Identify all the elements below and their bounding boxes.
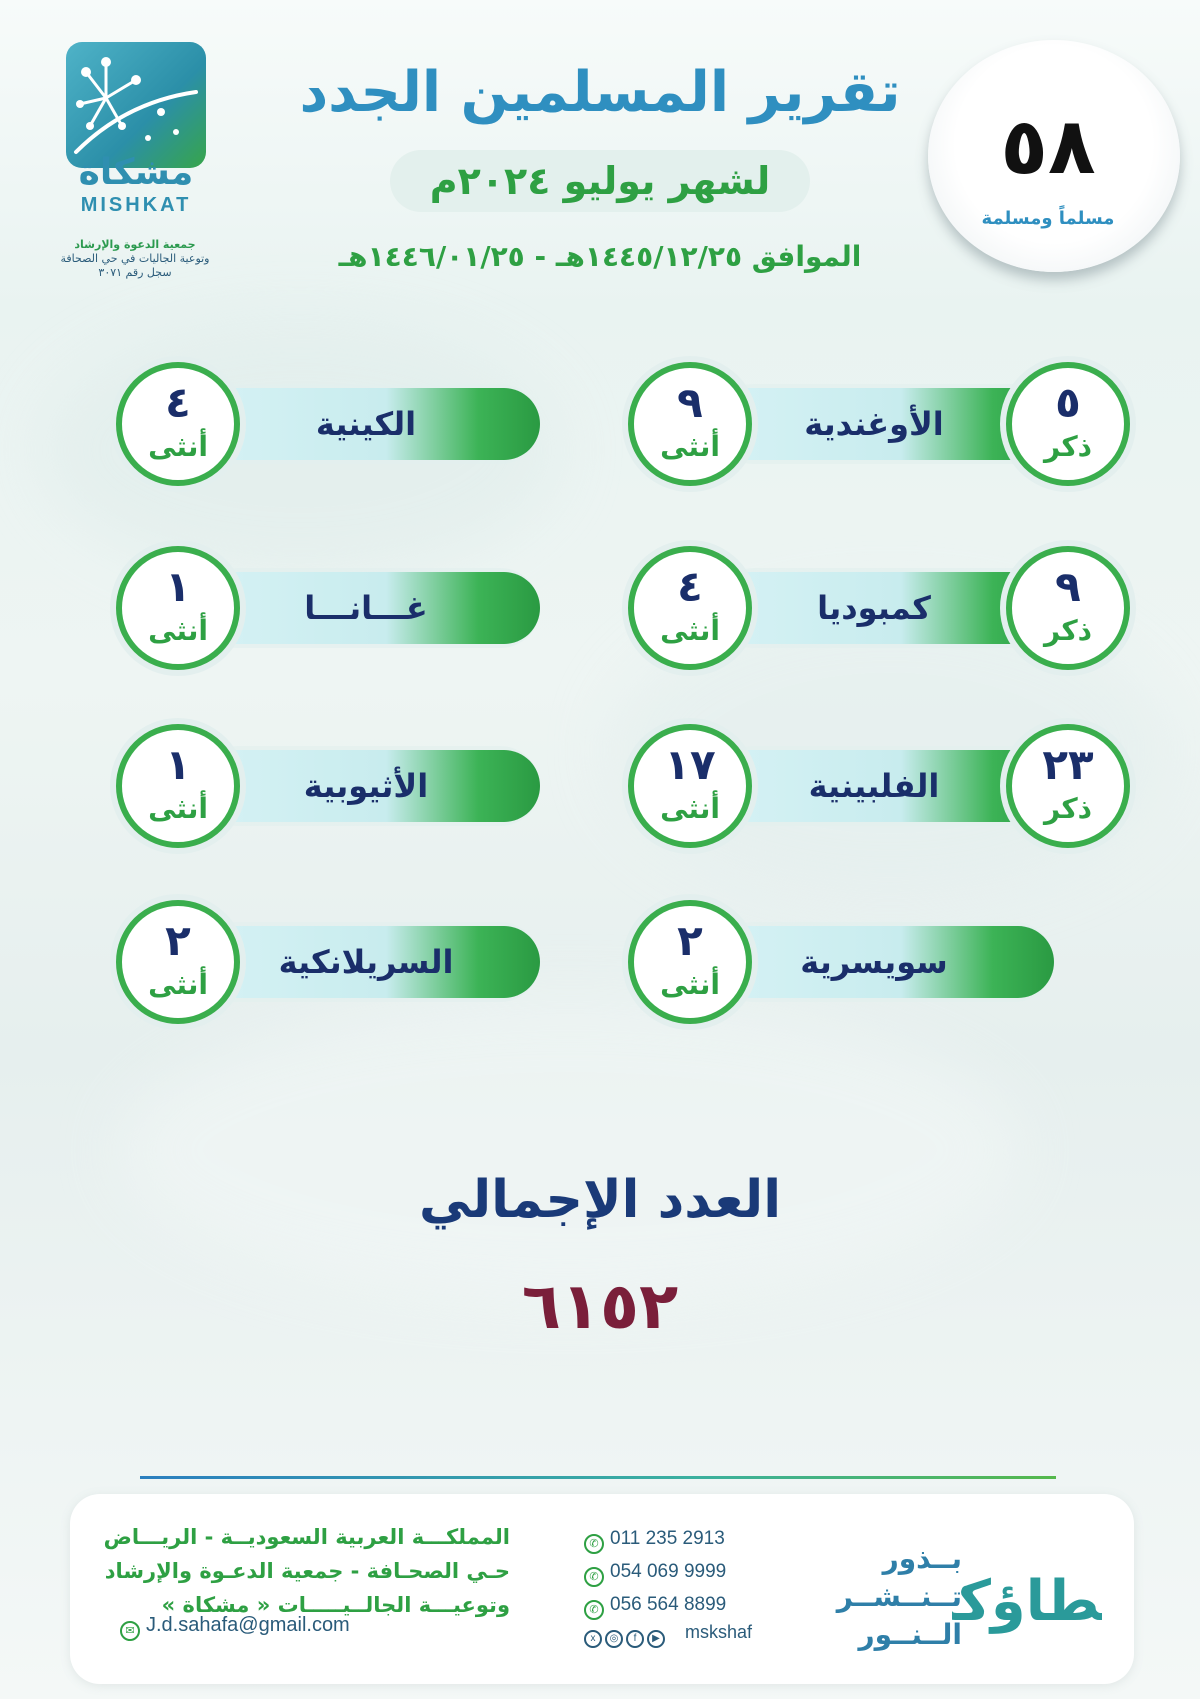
brand-calligraphy: طاؤك [958,1569,1102,1634]
country-card-ethiopia [116,724,568,848]
phone-icon: ✆ [584,1600,604,1620]
male-count-circle [1006,724,1130,848]
footer-address [90,1520,510,1622]
male-count: ٩ [1055,562,1081,611]
phone-item[interactable] [584,1588,784,1621]
logo-sub-line: وتوعية الجاليات في حي الصحافة [60,252,210,265]
female-count: ٤ [165,378,191,427]
slogan-line: الــنــور [858,1618,962,1651]
male-label: ذكر [1043,792,1093,825]
country-card-switzerland [660,900,1126,1024]
female-count-circle [116,546,240,670]
female-label: أنثى [660,430,720,463]
ataakom-calligraphy-logo [952,1500,1102,1670]
logo-emblem [66,42,206,168]
female-count: ٤ [677,562,703,611]
female-count: ٩ [677,378,703,427]
female-count: ١ [165,740,191,789]
grand-total-label: العدد الإجمالي [418,1170,782,1230]
footer-social [584,1622,804,1648]
email-text[interactable]: J.d.sahafa@gmail.com [146,1614,350,1636]
phone-item[interactable] [584,1522,784,1555]
starburst-icon [66,42,206,168]
phone-number[interactable]: 054 069 9999 [610,1561,727,1582]
address-line: المملكـــة العربية السعوديــة - الريـــاض [103,1525,510,1549]
x-icon[interactable]: x [584,1630,602,1648]
country-card-kenya [116,362,568,486]
facebook-icon[interactable]: f [626,1630,644,1648]
female-count-circle [116,362,240,486]
country-card-uganda [660,362,1126,486]
female-label: أنثى [148,968,208,1001]
female-count-circle [628,900,752,1024]
page-title: تقرير المسلمين الجدد [299,60,901,125]
female-label: أنثى [660,792,720,825]
page-subtitle: لشهر يوليو ٢٠٢٤م [429,159,771,203]
female-count-circle [116,724,240,848]
summary-label: مسلماً ومسلمة [981,208,1115,229]
female-count: ١٧ [664,740,716,789]
female-count-circle [116,900,240,1024]
summary-count: ٥٨ [1000,102,1096,192]
female-label: أنثى [660,968,720,1001]
background-blob [120,1000,1020,1300]
logo-subtitle [50,238,220,280]
country-card-philippines [660,724,1126,848]
male-count-circle [1006,546,1130,670]
slogan-line: بــذور [882,1542,962,1575]
country-name: كمبوديا [817,589,931,627]
country-name: السريلانكية [278,943,454,981]
male-label: ذكر [1043,430,1093,463]
male-label: ذكر [1043,614,1093,647]
address-line: وتوعيـــة الجالــيـــــات « مشكاة » [161,1593,510,1617]
female-label: أنثى [148,614,208,647]
female-count-circle [628,724,752,848]
calligraphy-icon [952,1500,1102,1670]
country-name: الأثيوبية [303,767,429,805]
social-handle[interactable]: mskshaf [685,1622,753,1642]
logo-name-english: MISHKAT [80,194,192,216]
hijri-date-range: الموافق ١٤٤٥/١٢/٢٥هـ - ١٤٤٦/٠١/٢٥هـ [338,240,862,273]
phone-icon: ✆ [584,1567,604,1587]
footer-divider [140,1476,1056,1479]
country-card-ghana [116,546,568,670]
female-count: ٢ [677,916,703,965]
logo-sub-line: سجل رقم ٣٠٧١ [98,266,172,279]
male-count: ٢٣ [1042,740,1094,789]
country-name: الأوغندية [804,405,944,443]
male-count-circle [1006,362,1130,486]
instagram-icon[interactable]: ◎ [605,1630,623,1648]
country-card-cambodia [660,546,1126,670]
youtube-icon[interactable]: ▶ [647,1630,665,1648]
country-card-sri-lanka [116,900,568,1024]
male-count: ٥ [1055,378,1081,427]
grand-total-value: ٦١٥٢ [521,1270,679,1344]
phone-item[interactable] [584,1555,784,1588]
phone-icon: ✆ [584,1534,604,1554]
phone-number[interactable]: 056 564 8899 [610,1594,727,1615]
logo-name-arabic: مشكاة [78,152,194,193]
female-count: ١ [165,562,191,611]
footer-phones [584,1522,784,1621]
footer-slogan [836,1540,962,1654]
female-count-circle [628,362,752,486]
country-name: غـــانـــا [304,589,428,627]
female-count: ٢ [165,916,191,965]
logo-sub-line: جمعية الدعوة والإرشاد [74,238,196,251]
phone-number[interactable]: 011 235 2913 [610,1528,725,1549]
female-label: أنثى [148,430,208,463]
female-label: أنثى [660,614,720,647]
country-name: الكينية [315,405,417,443]
country-name: سويسرية [800,943,948,981]
female-label: أنثى [148,792,208,825]
female-count-circle [628,546,752,670]
mail-icon: ✉ [120,1621,140,1641]
country-name: الفلبينية [808,767,940,805]
mishkat-logo [66,42,206,228]
slogan-line: تــنــشــر [836,1580,962,1613]
address-line: حـي الصحـافة - جمعية الدعـوة والإرشاد [104,1559,510,1583]
footer-email[interactable] [120,1614,380,1641]
